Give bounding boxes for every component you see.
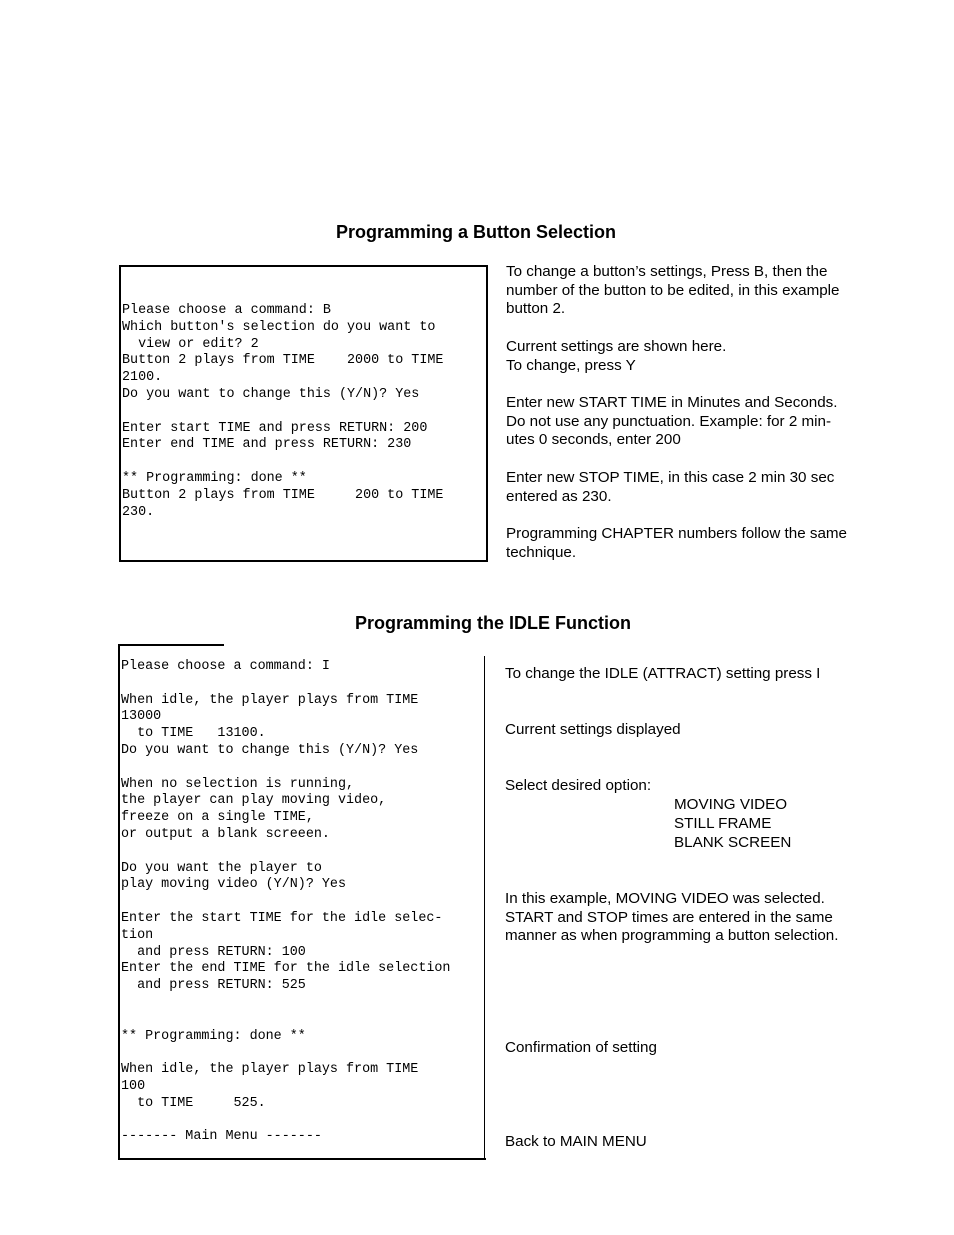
terminal-line: Button 2 plays from TIME 2000 to TIME bbox=[122, 353, 444, 369]
note-example bbox=[505, 890, 838, 946]
terminal-line bbox=[121, 894, 450, 911]
note-line: button 2. bbox=[506, 300, 566, 318]
terminal-line bbox=[122, 404, 443, 421]
terminal-line: Do you want to change this (Y/N)? Yes bbox=[121, 742, 419, 758]
terminal-line: 100 bbox=[121, 1078, 146, 1094]
terminal-line: freeze on a single TIME, bbox=[121, 810, 314, 826]
note-paragraph bbox=[506, 338, 726, 375]
terminal-line bbox=[121, 676, 450, 693]
option-still-frame: STILL FRAME bbox=[674, 815, 772, 832]
terminal-line: ------- Main Menu ------- bbox=[121, 1129, 322, 1145]
terminal-left-rule bbox=[118, 644, 120, 1160]
terminal-line: Which button's selection do you want to bbox=[122, 319, 436, 335]
terminal-output-idle-function bbox=[121, 659, 450, 1146]
terminal-line: Button 2 plays from TIME 200 to TIME bbox=[122, 487, 444, 503]
terminal-line: 230. bbox=[122, 504, 155, 520]
note-line: To change a button’s settings, Press B, then the bbox=[506, 263, 828, 280]
note-line: number of the button to be edited, in this example bbox=[506, 281, 840, 299]
note-line: Do not use any punctuation. Example: for 2 min- bbox=[506, 412, 832, 430]
terminal-line: Please choose a command: I bbox=[121, 659, 330, 674]
terminal-bottom-rule bbox=[118, 1158, 486, 1160]
terminal-right-rule bbox=[484, 656, 485, 1160]
note-paragraph bbox=[506, 469, 834, 506]
note-example-line: In this example, MOVING VIDEO was selected. bbox=[505, 890, 825, 907]
terminal-line bbox=[121, 1012, 450, 1029]
terminal-line: ** Programming: done ** bbox=[122, 470, 307, 486]
terminal-line: tion bbox=[121, 927, 154, 943]
terminal-line: Do you want to change this (Y/N)? Yes bbox=[122, 386, 420, 402]
note-line: entered as 230. bbox=[506, 487, 612, 505]
terminal-line: or output a blank screeen. bbox=[121, 826, 330, 842]
terminal-line: 13000 bbox=[121, 709, 162, 725]
terminal-line bbox=[121, 760, 450, 777]
terminal-line: Enter the start TIME for the idle selec- bbox=[121, 910, 443, 926]
note-select-option: Select desired option: bbox=[505, 777, 652, 794]
terminal-line bbox=[121, 844, 450, 861]
terminal-line bbox=[122, 454, 443, 471]
section-title-idle-function: Programming the IDLE Function bbox=[355, 613, 632, 633]
terminal-line bbox=[121, 1113, 450, 1130]
note-paragraph bbox=[506, 263, 840, 319]
note-line: To change, press Y bbox=[506, 356, 636, 374]
terminal-line: and press RETURN: 100 bbox=[121, 944, 306, 960]
terminal-line: the player can play moving video, bbox=[121, 793, 387, 809]
note-current-settings: Current settings displayed bbox=[505, 721, 681, 738]
note-line: Enter new START TIME in Minutes and Seconds. bbox=[506, 394, 838, 411]
terminal-line: to TIME 13100. bbox=[121, 726, 266, 742]
note-line: Enter new STOP TIME, in this case 2 min 30 sec bbox=[506, 469, 835, 486]
terminal-line: Do you want the player to bbox=[121, 860, 322, 876]
terminal-line: 2100. bbox=[122, 370, 163, 386]
note-example-line: START and STOP times are entered in the same bbox=[505, 908, 833, 926]
note-line: technique. bbox=[506, 543, 577, 561]
note-example-line: manner as when programming a button selection. bbox=[505, 927, 839, 945]
option-moving-video: MOVING VIDEO bbox=[674, 796, 788, 813]
section-title-button-selection: Programming a Button Selection bbox=[336, 222, 617, 242]
note-confirmation: Confirmation of setting bbox=[505, 1039, 657, 1056]
terminal-line: When no selection is running, bbox=[121, 776, 355, 792]
terminal-top-rule bbox=[118, 644, 224, 646]
terminal-line: When idle, the player plays from TIME bbox=[121, 1062, 419, 1078]
terminal-line: and press RETURN: 525 bbox=[121, 978, 306, 994]
terminal-line: Enter the end TIME for the idle selection bbox=[121, 961, 451, 977]
terminal-line bbox=[121, 995, 450, 1012]
terminal-output-button-selection bbox=[122, 303, 443, 521]
note-line: Current settings are shown here. bbox=[506, 338, 727, 355]
note-main-menu: Back to MAIN MENU bbox=[505, 1133, 647, 1150]
terminal-line bbox=[121, 1045, 450, 1062]
note-paragraph bbox=[506, 394, 837, 450]
note-paragraph bbox=[506, 525, 847, 562]
note-line: utes 0 seconds, enter 200 bbox=[506, 431, 681, 449]
option-blank-screen: BLANK SCREEN bbox=[674, 834, 792, 851]
terminal-line: Enter end TIME and press RETURN: 230 bbox=[122, 437, 412, 453]
terminal-line: ** Programming: done ** bbox=[121, 1028, 306, 1044]
terminal-line: to TIME 525. bbox=[121, 1095, 266, 1111]
terminal-line: play moving video (Y/N)? Yes bbox=[121, 877, 346, 893]
terminal-line: Enter start TIME and press RETURN: 200 bbox=[122, 420, 428, 436]
terminal-line: When idle, the player plays from TIME bbox=[121, 692, 419, 708]
note-idle-command: To change the IDLE (ATTRACT) setting press I bbox=[505, 665, 821, 682]
terminal-line: view or edit? 2 bbox=[122, 336, 259, 352]
note-line: Programming CHAPTER numbers follow the same bbox=[506, 525, 847, 542]
terminal-line: Please choose a command: B bbox=[122, 303, 331, 318]
